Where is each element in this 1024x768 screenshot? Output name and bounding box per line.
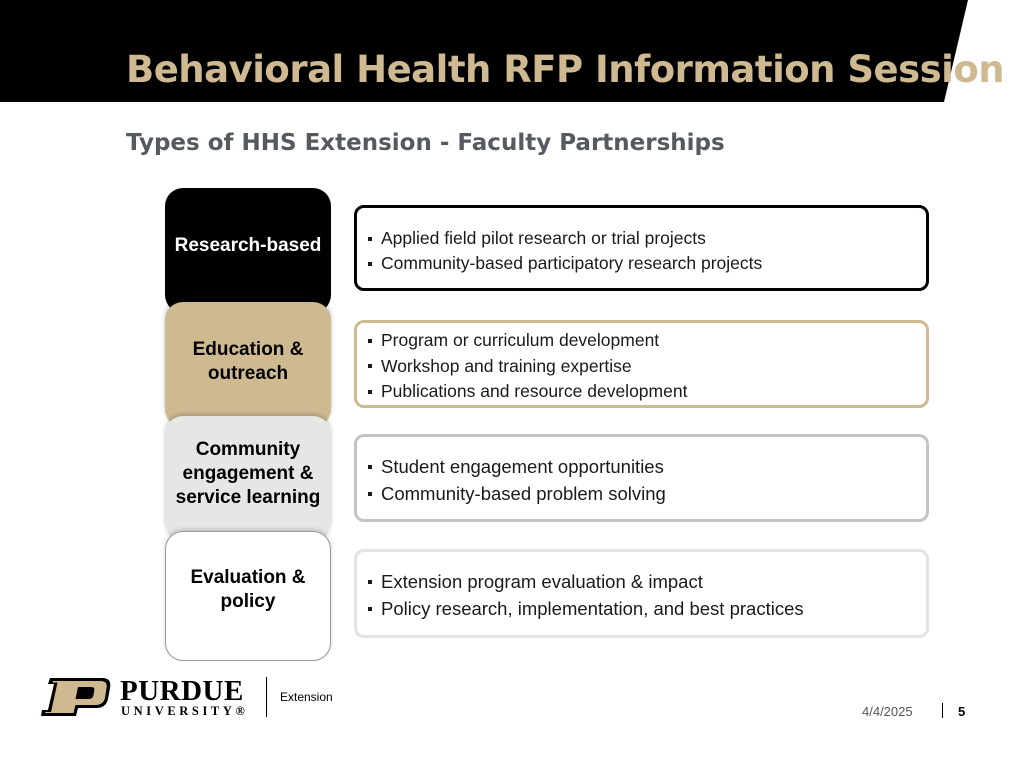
category-label-line: Evaluation &	[190, 567, 306, 588]
category-label-line: Education &	[192, 338, 304, 360]
category-label-line: policy	[220, 591, 276, 612]
logo-wordmark: PURDUE	[120, 675, 244, 707]
purdue-p-logo-icon	[40, 677, 112, 717]
logo-divider	[266, 677, 267, 717]
category-label-line: Community	[195, 438, 301, 460]
logo-extension-label: Extension	[280, 690, 333, 704]
footer-divider	[942, 703, 943, 718]
panel-community-engagement	[354, 434, 929, 522]
trademark-symbol: ®	[235, 704, 249, 718]
category-community-engagement	[165, 416, 331, 541]
bullet-item: Community-based participatory research projects	[367, 251, 926, 276]
slide-date: 4/4/2025	[862, 704, 913, 719]
category-research-based	[165, 188, 331, 313]
bullet-item: Program or curriculum development	[367, 328, 926, 354]
category-evaluation-policy	[165, 531, 331, 661]
panel-research-based	[354, 205, 929, 291]
category-label-line: Research-based	[174, 234, 322, 256]
slide-number: 5	[958, 704, 966, 719]
category-label-line: service learning	[175, 486, 321, 508]
bullet-item: Policy research, implementation, and best practices	[367, 595, 926, 622]
panel-education-outreach	[354, 320, 929, 408]
panel-evaluation-policy	[354, 549, 929, 638]
bullet-item: Extension program evaluation & impact	[367, 568, 926, 595]
bullet-item: Student engagement opportunities	[367, 453, 926, 480]
bullet-item: Publications and resource development	[367, 379, 926, 405]
slide-title: Behavioral Health RFP Information Session	[126, 48, 1005, 91]
category-label-line: engagement &	[182, 462, 314, 484]
category-education-outreach	[165, 302, 331, 427]
slide-subtitle: Types of HHS Extension - Faculty Partnerships	[126, 130, 725, 156]
category-label-line: outreach	[207, 362, 289, 384]
bullet-item: Workshop and training expertise	[367, 354, 926, 380]
bullet-item: Applied field pilot research or trial projects	[367, 226, 926, 251]
logo-university: UNIVERSITY®	[121, 704, 249, 718]
bullet-item: Community-based problem solving	[367, 480, 926, 507]
purdue-extension-logo	[40, 675, 333, 719]
